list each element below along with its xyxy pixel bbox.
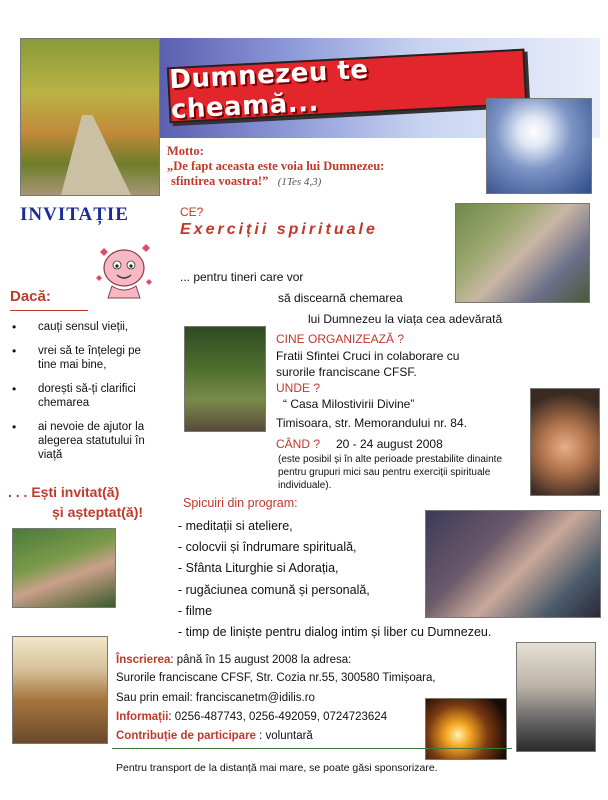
registration-value: : până în 15 august 2008 la adresa:	[170, 654, 352, 666]
what-value: Exerciții spirituale	[180, 221, 378, 238]
organizer-label: CINE ORGANIZEAZĂ ?	[276, 332, 405, 346]
organizer-line-2: surorile franciscane CFSF.	[276, 365, 417, 379]
page-title: Dumnezeu te cheamă...	[168, 54, 370, 126]
organizer-line-1: Fratii Sfintei Cruci in colaborare cu	[276, 349, 460, 363]
list-item: - Sfânta Liturghie si Adorația,	[178, 561, 339, 576]
forest-path-photo	[20, 38, 160, 196]
info-line	[116, 711, 387, 723]
contribution-label: Contribuție de participare	[116, 730, 256, 742]
registration-line	[116, 654, 351, 666]
girls-photo	[12, 528, 116, 608]
transport-note: Pentru transport de la distanță mai mare, se poate găsi sponsorizare.	[116, 762, 438, 774]
list-item: - timp de liniște pentru dialog intim și liber cu Dumnezeu.	[178, 624, 492, 639]
location-label: UNDE ?	[276, 381, 321, 395]
what-label: CE?	[180, 205, 204, 219]
invited-line-2: și așteptat(ă)!	[52, 504, 144, 520]
audience-line-3: lui Dumnezeu la viața cea adevărată	[308, 312, 503, 326]
praying-nun-photo	[516, 642, 596, 752]
list-item: • ai nevoie de ajutor la alegerea statutului în viață	[10, 420, 160, 462]
forest-trail-photo	[184, 326, 266, 432]
registration-email[interactable]: Sau prin email: franciscanetm@idilis.ro	[116, 692, 315, 704]
list-item: - meditații si ateliere,	[178, 519, 293, 533]
invited-line-1: . . . Ești invitat(ă)	[8, 484, 120, 500]
motto-label: Motto:	[167, 144, 204, 158]
info-phones: : 0256-487743, 0256-492059, 0724723624	[168, 711, 388, 723]
invitation-heading: INVITAȚIE	[20, 204, 129, 225]
discussion-group-photo	[425, 510, 601, 618]
location-line-2: Timisoara, str. Memorandului nr. 84.	[276, 416, 467, 430]
registration-address: Surorile franciscane CFSF, Str. Cozia nr.55, 300580 Timișoara,	[116, 672, 436, 684]
divider	[10, 310, 88, 311]
date-label: CÂND ?	[276, 437, 321, 451]
smiley-face-icon	[92, 238, 156, 302]
audience-line-1: ... pentru tineri care vor	[180, 270, 304, 284]
registration-label: Înscrierea	[116, 654, 171, 666]
info-label: Informații	[116, 711, 169, 723]
conditions-heading: Dacă:	[10, 288, 51, 305]
date-note: (este posibil și în alte perioade prestabilite dinainte pentru grupuri mici sau pentru exerciții spirituale individuale).	[278, 454, 503, 491]
conditions-list	[10, 320, 160, 472]
saint-francis-image	[12, 636, 108, 744]
program-heading: Spicuiri din program:	[183, 496, 298, 510]
sky-light-photo	[486, 98, 592, 194]
list-item: • vrei să te înțelegi pe tine mai bine,	[10, 344, 160, 372]
list-item: • cauți sensul vieții,	[10, 320, 160, 334]
rosary-hands-photo	[530, 388, 600, 496]
list-item: - rugăciunea comună și personală,	[178, 582, 370, 597]
youth-group-photo	[455, 203, 590, 303]
candle-photo	[425, 698, 507, 760]
list-item: - filme	[178, 603, 213, 618]
divider	[112, 748, 512, 749]
location-line-1: “ Casa Milostivirii Divine”	[283, 397, 415, 411]
date-value: 20 - 24 august 2008	[336, 437, 443, 451]
list-item: - colocvii și îndrumare spirituală,	[178, 540, 357, 555]
contribution-value: : voluntară	[255, 730, 313, 742]
motto-line-2: sfintirea voastra!”	[171, 174, 269, 188]
list-item: • dorești să-ți clarifici chemarea	[10, 382, 160, 410]
motto-reference: (1Tes 4,3)	[277, 176, 322, 188]
motto-line-1: „De fapt aceasta este voia lui Dumnezeu:	[167, 159, 385, 173]
contribution-line	[116, 730, 313, 742]
motto	[167, 144, 467, 190]
audience-line-2: să discearnă chemarea	[278, 291, 403, 305]
